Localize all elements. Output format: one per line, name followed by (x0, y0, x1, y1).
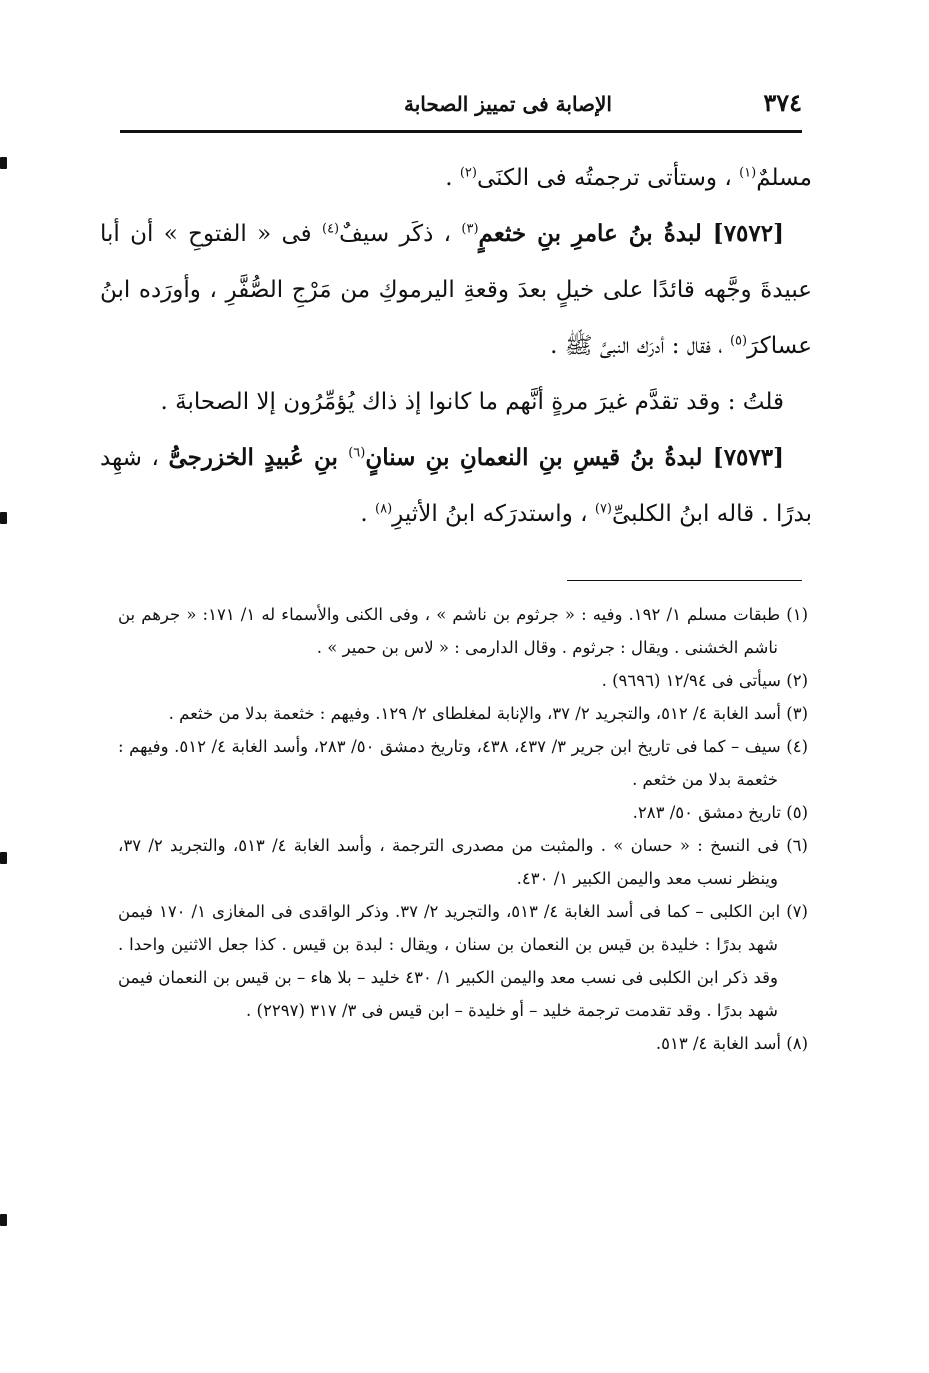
entry-heading: [٧٥٧٢] لبدةُ بنُ عامرِ بنِ خثعمٍ (478, 220, 784, 247)
footnote-1: (١) طبقات مسلم ١/ ١٩٢. وفيه : « جرثوم بن ناشم » ، وفى الكنى والأسماء له ١/ ١٧١: « جرهم بن ناشم الخشنى . ويقال : جرثوم . وقال الدارمى : « لاس بن حمير » . (118, 605, 809, 657)
text-run: ، واستدرَكه ابنُ الأثيرِ (392, 501, 595, 527)
text-run: . (445, 165, 460, 191)
footnote-ref-1: (١) (739, 165, 757, 181)
footnote-6: (٦) فى النسخ : « حسان » . والمثبت من مصدرى الترجمة ، وأسد الغابة ٤/ ٥١٣، والتجريد ٢/ ٣٧، وينظر نسب معد واليمن الكبير ١/ ٤٣٠. (118, 836, 808, 888)
page-header (120, 82, 802, 126)
footnote-5: (٥) تاريخ دمشق ٥٠/ ٢٨٣. (632, 803, 808, 822)
header-rule (120, 130, 802, 133)
footnote-7: (٧) ابن الكلبى – كما فى أسد الغابة ٤/ ٥١٣، والتجريد ٢/ ٣٧. وذكر الواقدى فى المغازى ١/ ١٧٠ فيمن شهد بدرًا : خليدة بن قيس بن النعمان بن سنان ، ويقال : لبدة بن قيس . كذا جعل الاثنين واحدا . وقد ذكر ابن الكلبى فى نسب معد واليمن الكبير ١/ ٤٣٠ خليد – بلا هاء – بن قيس بن النعمان فيمن شهد بدرًا . وقد تقدمت ترجمة خليد – أو خليدة – ابن قيس فى ٣/ ٣١٧ (٢٢٩٧) . (118, 902, 808, 1020)
footnote-ref-5: (٥) (729, 333, 748, 349)
footnote-2: (٢) سيأتى فى ١٢/٩٤ (٩٦٩٦) . (601, 671, 808, 690)
running-title: الإصابة فى تمييز الصحابة (404, 92, 612, 116)
text-run: ، فقال : أدرَك النبىَّ ﷺ . (550, 333, 730, 359)
text-run: ، وستأتى ترجمتُه فى الكنَى (476, 165, 740, 191)
footnotes (118, 598, 808, 1060)
footnote-4: (٤) سيف – كما فى تاريخ ابن جرير ٣/ ٤٣٧، ٤٣٨، وتاريخ دمشق ٥٠/ ٢٨٣، وأسد الغابة ٤/ ٥١٢. وفيهم : خثعمة بدلا من خثعم . (118, 737, 808, 789)
entry-heading: [٧٥٧٣] لبدةُ بنُ قيسِ بنِ النعمانِ بنِ سنانٍ (365, 444, 784, 471)
page-number: ٣٧٤ (763, 88, 802, 117)
footnote-ref-3: (٣) (461, 221, 479, 237)
text-run: مسلمٌ (756, 165, 812, 191)
text-run: . (360, 501, 376, 527)
paragraph-continuation (100, 150, 812, 206)
footnote-separator (567, 580, 802, 581)
scan-margin-mark (0, 852, 7, 864)
main-text (100, 150, 812, 542)
entry-heading-cont: بنِ عُبيدٍ الخزرجىُّ (168, 444, 349, 471)
entry-7573 (100, 430, 812, 542)
scan-margin-mark (0, 157, 7, 169)
footnote-ref-8: (٨) (375, 501, 393, 517)
text-run: ، شهِد بدرًا . قاله ابنُ الكلبىِّ (100, 445, 812, 527)
footnote-8: (٨) أسد الغابة ٤/ ٥١٣. (655, 1034, 808, 1053)
footnote-ref-6: (٦) (348, 445, 366, 461)
footnote-ref-7: (٧) (594, 501, 612, 517)
scan-margin-mark (0, 1214, 7, 1226)
footnote-ref-2: (٢) (459, 165, 477, 181)
footnote-ref-4: (٤) (321, 221, 340, 237)
author-remark: قلتُ : وقد تقدَّم غيرَ مرةٍ أنَّهم ما كانوا إذ ذاك يُؤمِّرُون إلا الصحابةَ . (160, 389, 784, 415)
entry-7572 (100, 206, 812, 374)
scan-margin-mark (0, 512, 7, 524)
text-run: ، ذكَر سيفٌ (339, 221, 462, 247)
footnote-3: (٣) أسد الغابة ٤/ ٥١٢، والتجريد ٢/ ٣٧، والإنابة لمغلطاى ٢/ ١٢٩. وفيهم : خثعمة بدلا من خثعم . (168, 704, 808, 723)
text-run: فى « الفتوحِ » أن أبا عبيدةَ وجَّهه قائدًا على خيلٍ بعدَ وقعةِ اليرموكِ من مَرْجِ الصُّفَّرِ ، وأورَده ابنُ عساكرَ (100, 221, 812, 359)
